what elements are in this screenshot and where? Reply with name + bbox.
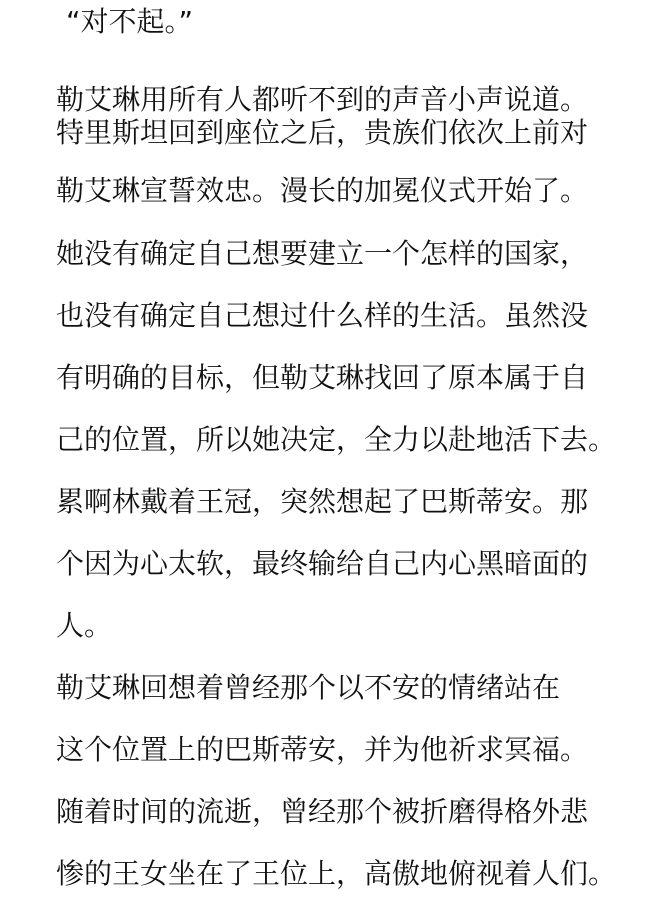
text-line: 个因为心太软，最终输给自己内心黑暗面的 — [56, 547, 589, 580]
text-line: 这个位置上的巴斯蒂安，并为他祈求冥福。 — [56, 733, 589, 766]
text-line: 勒艾琳宣誓效忠。漫长的加冕仪式开始了。 — [56, 174, 589, 207]
text-line: 累啊林戴着王冠，突然想起了巴斯蒂安。那 — [56, 485, 589, 518]
text-line: 勒艾琳回想着曾经那个以不安的情绪站在 — [56, 671, 561, 704]
text-line: 她没有确定自己想要建立一个怎样的国家， — [56, 237, 589, 270]
text-line: 也没有确定自己想过什么样的生活。虽然没 — [56, 299, 589, 332]
text-line: 特里斯坦回到座位之后，贵族们依次上前对 — [56, 116, 589, 149]
text-line: “对不起。” — [66, 5, 194, 38]
text-line: 人。 — [56, 609, 113, 642]
text-line: 有明确的目标，但勒艾琳找回了原本属于自 — [56, 361, 589, 394]
text-line: 己的位置，所以她决定，全力以赴地活下去。 — [56, 423, 617, 456]
text-line: 随着时间的流逝，曾经那个被折磨得格外悲 — [56, 795, 589, 828]
text-line: 勒艾琳用所有人都听不到的声音小声说道。 — [56, 83, 589, 116]
text-line: 惨的王女坐在了王位上，高傲地俯视着人们。 — [56, 857, 617, 890]
